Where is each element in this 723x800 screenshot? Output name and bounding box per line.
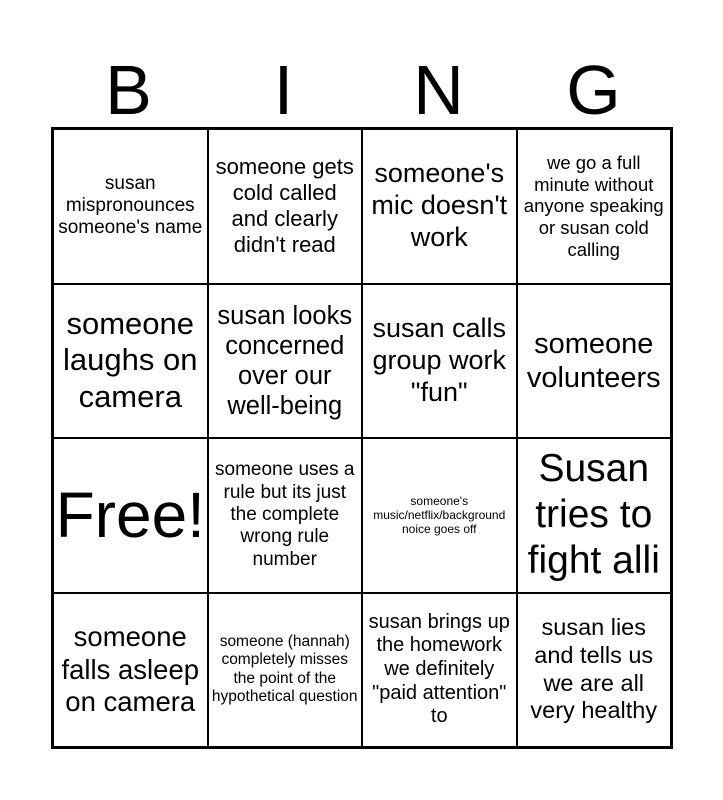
bingo-cell-text: Susan tries to fight alli: [527, 447, 660, 583]
bingo-cell[interactable]: [517, 284, 672, 439]
bingo-cell[interactable]: [53, 593, 208, 748]
bingo-cell-text: susan lies and tells us we are all very healthy: [530, 614, 658, 724]
bingo-cell[interactable]: [362, 438, 517, 593]
bingo-cell[interactable]: [517, 438, 672, 593]
bingo-grid: [51, 127, 673, 749]
bingo-cell[interactable]: [53, 284, 208, 439]
bingo-cell-text: someone's mic doesn't work: [371, 158, 508, 253]
bingo-cell-text: someone volunteers: [526, 327, 661, 394]
bingo-cell[interactable]: [53, 438, 208, 593]
header-letter-n: N: [413, 51, 464, 129]
bingo-cell[interactable]: [517, 593, 672, 748]
bingo-cell-text: someone laughs on camera: [63, 305, 198, 415]
bingo-cell-text: susan looks concerned over our well-being: [217, 301, 353, 420]
bingo-cell[interactable]: [362, 284, 517, 439]
bingo-header: [51, 50, 671, 130]
bingo-cell-text: someone falls asleep on camera: [61, 621, 200, 717]
bingo-cell-text: we go a full minute without anyone speaking or susan cold calling: [523, 151, 664, 260]
bingo-cell-text: someone (hannah) completely misses the point of the hypothetical question: [211, 633, 358, 706]
bingo-cell-text: susan brings up the homework we definitely "paid attention" to: [368, 610, 510, 728]
bingo-cell[interactable]: [53, 129, 208, 284]
bingo-cell[interactable]: [362, 593, 517, 748]
bingo-cell[interactable]: [208, 284, 363, 439]
bingo-cell-text: someone gets cold called and clearly didn't read: [215, 154, 354, 258]
bingo-cell-text: Free!: [55, 478, 205, 551]
header-letter-b: B: [105, 51, 152, 129]
header-letter-g: G: [566, 51, 621, 129]
bingo-cell-text: susan calls group work "fun": [372, 312, 507, 407]
bingo-cell[interactable]: [208, 593, 363, 748]
bingo-cell-text: someone's music/netflix/background noice goes off: [373, 494, 506, 537]
bingo-cell[interactable]: [208, 129, 363, 284]
bingo-cell[interactable]: [362, 129, 517, 284]
bingo-cell-text: someone uses a rule but its just the complete wrong rule number: [215, 459, 355, 570]
bingo-cell[interactable]: [517, 129, 672, 284]
bingo-cell[interactable]: [208, 438, 363, 593]
header-letter-i: I: [273, 51, 294, 129]
bingo-cell-text: susan mispronounces someone's name: [58, 172, 203, 239]
